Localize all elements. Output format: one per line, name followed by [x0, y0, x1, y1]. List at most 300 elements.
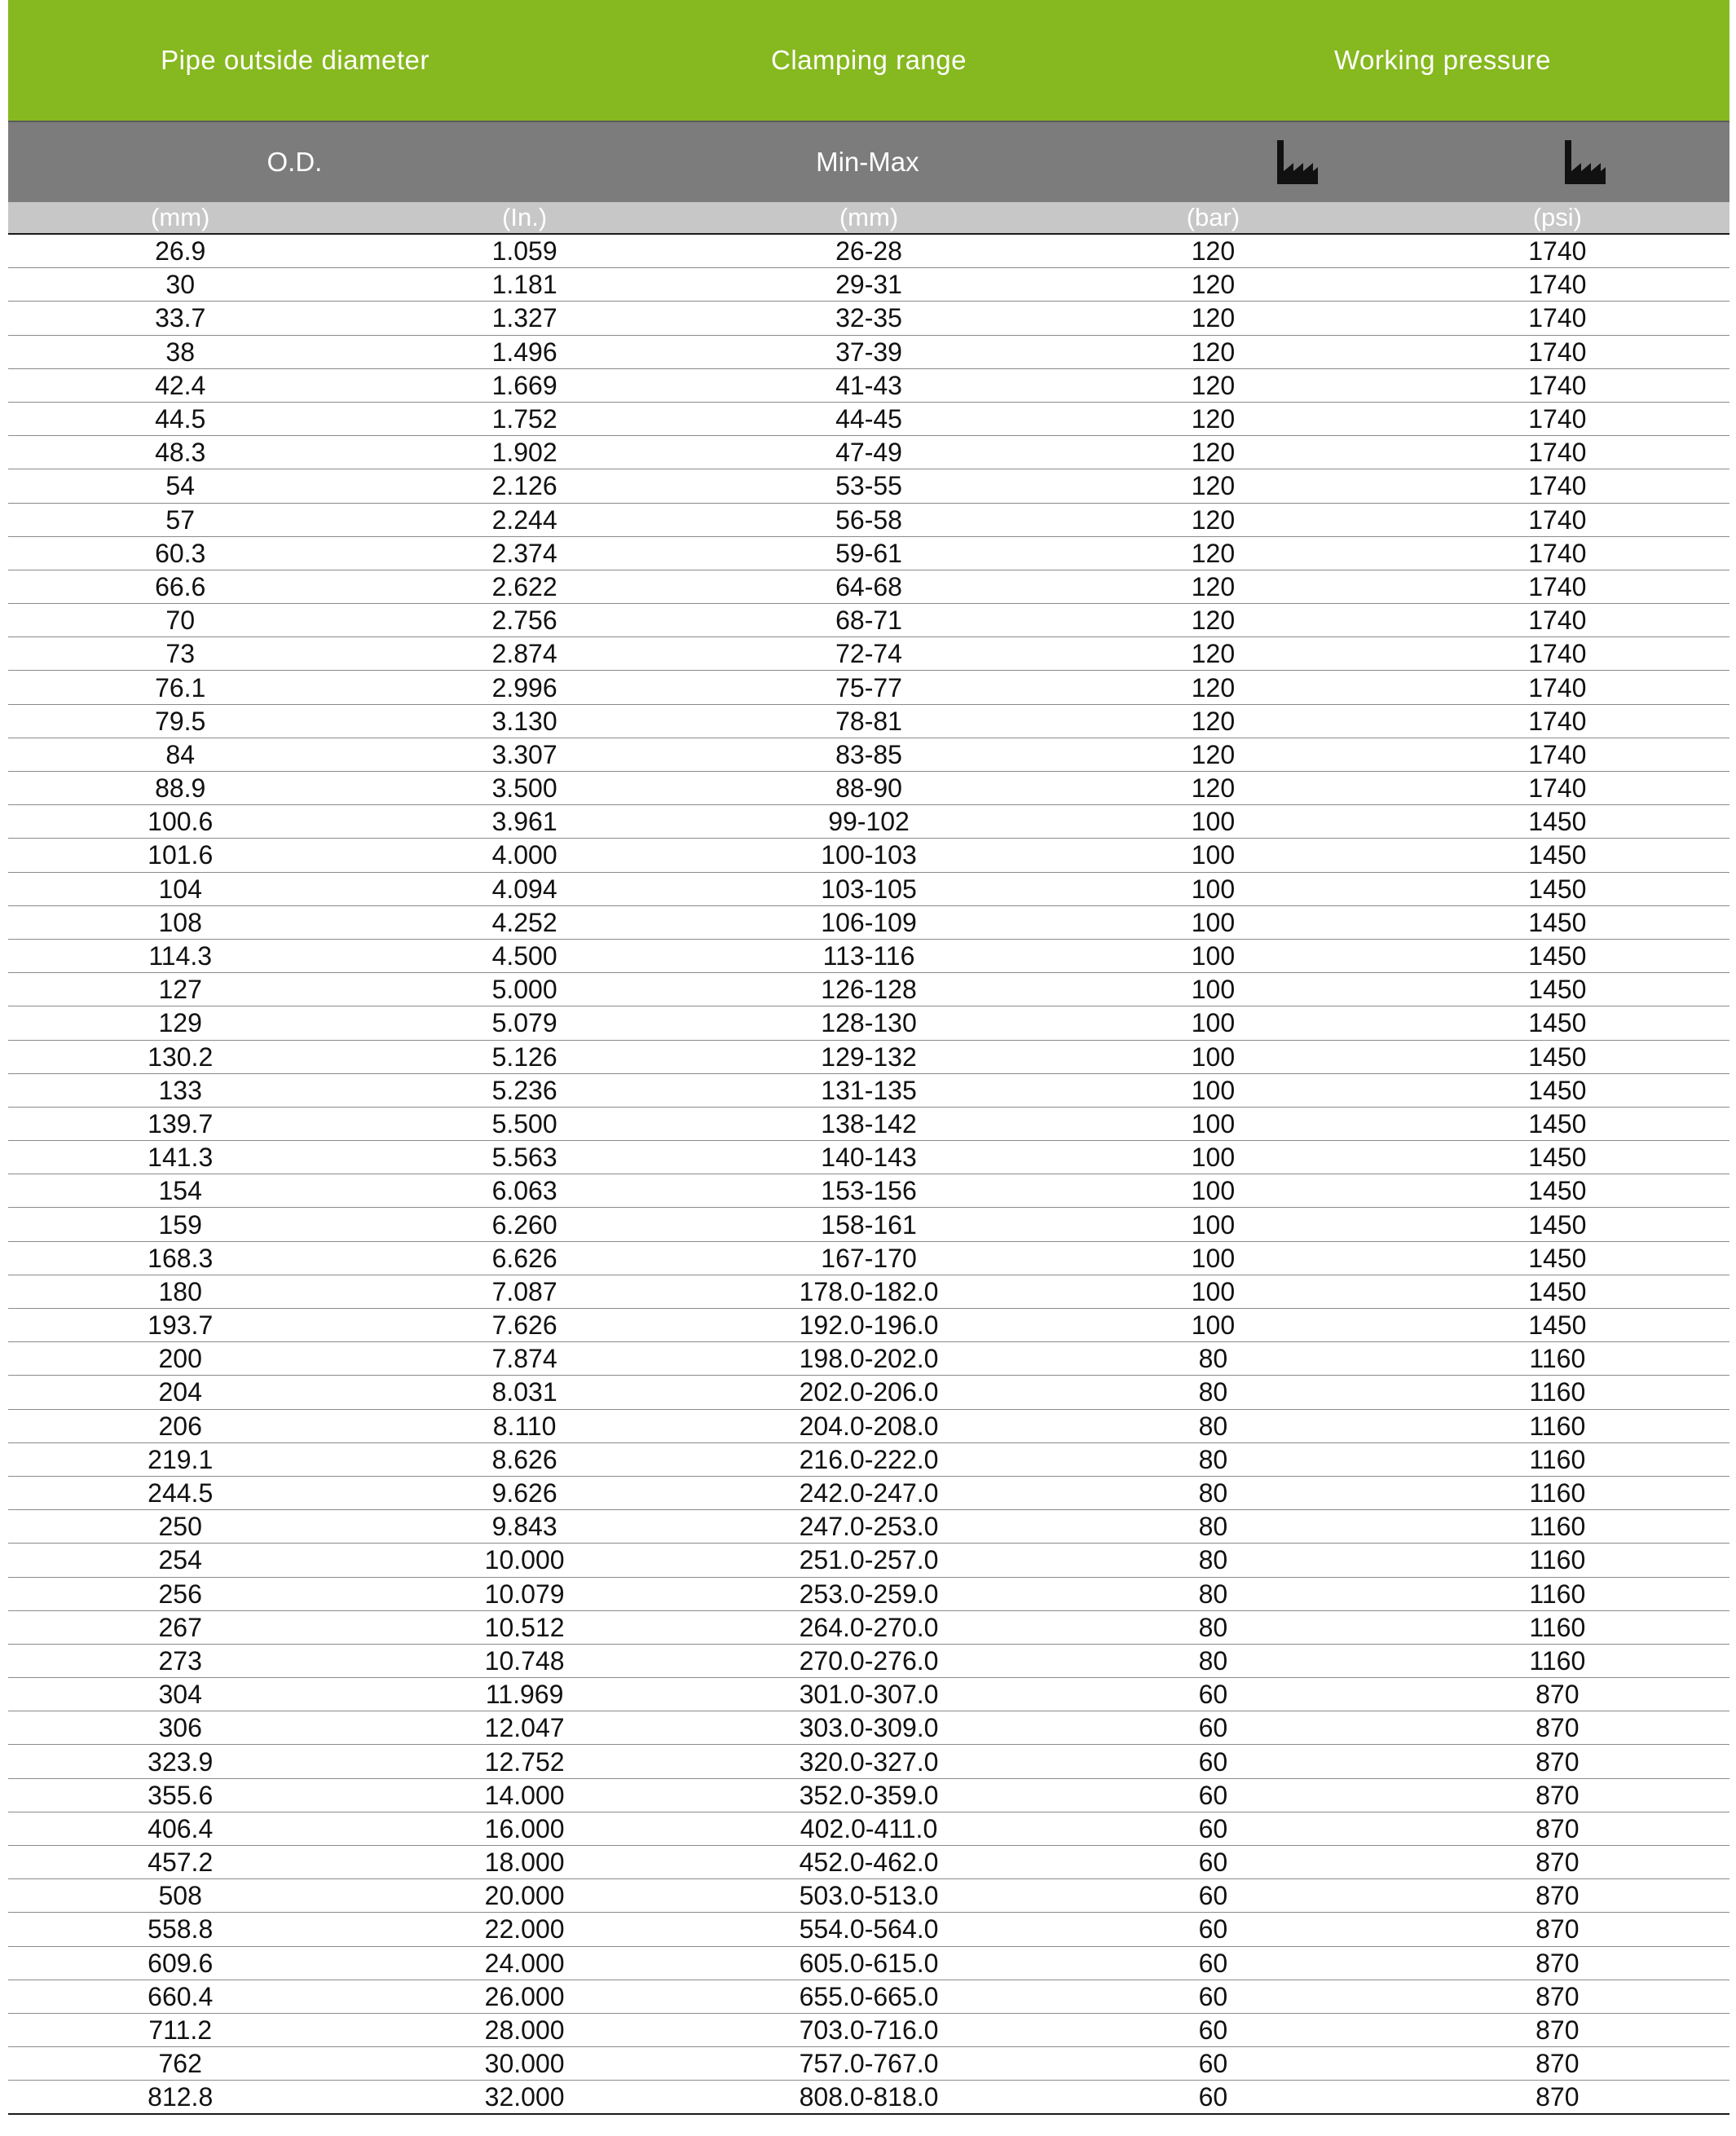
table-row — [8, 1879, 1729, 1913]
cell-od-mm: 84 — [165, 739, 195, 769]
cell-od-mm: 38 — [165, 337, 195, 367]
cell-od-mm: 54 — [165, 471, 195, 501]
cell-range-mm: 100-103 — [821, 840, 917, 870]
cell-bar: 100 — [1191, 1108, 1236, 1138]
cell-range-mm: 128-130 — [821, 1008, 917, 1038]
cell-od-mm: 168.3 — [148, 1243, 214, 1273]
cell-psi: 870 — [1536, 1746, 1580, 1777]
cell-bar: 60 — [1198, 1713, 1228, 1743]
cell-bar: 100 — [1191, 1310, 1236, 1341]
table-row — [8, 2014, 1729, 2047]
cell-od-in: 5.126 — [491, 1042, 557, 1072]
cell-od-in: 7.087 — [491, 1276, 557, 1306]
cell-range-mm: 44-45 — [835, 404, 902, 434]
table-row — [8, 1544, 1729, 1577]
cell-psi: 870 — [1536, 1780, 1580, 1810]
table-row — [8, 469, 1729, 503]
table-row — [8, 1745, 1729, 1778]
cell-psi: 1740 — [1528, 337, 1587, 367]
cell-range-mm: 37-39 — [835, 337, 902, 367]
table-row — [8, 671, 1729, 704]
cell-od-mm: 100.6 — [148, 807, 214, 837]
cell-bar: 80 — [1198, 1645, 1228, 1676]
cell-od-in: 5.563 — [491, 1143, 557, 1173]
cell-range-mm: 153-156 — [821, 1176, 917, 1206]
cell-od-in: 2.622 — [491, 571, 557, 601]
cell-range-mm: 47-49 — [835, 438, 902, 468]
cell-range-mm: 605.0-615.0 — [799, 1948, 939, 1978]
cell-od-in: 10.079 — [484, 1579, 565, 1609]
cell-range-mm: 140-143 — [821, 1143, 917, 1173]
cell-range-mm: 757.0-767.0 — [799, 2049, 939, 2079]
table-row — [8, 1611, 1729, 1645]
cell-psi: 1450 — [1528, 807, 1587, 837]
cell-od-in: 18.000 — [484, 1848, 565, 1878]
cell-od-in: 1.181 — [491, 270, 557, 300]
cell-od-mm: 76.1 — [155, 672, 206, 702]
cell-psi: 1740 — [1528, 639, 1587, 669]
header-working-pressure: Working pressure — [1334, 45, 1551, 75]
cell-od-mm: 139.7 — [148, 1108, 214, 1138]
table-row — [8, 1242, 1729, 1275]
cell-range-mm: 129-132 — [821, 1042, 917, 1072]
cell-bar: 80 — [1198, 1579, 1228, 1609]
cell-od-in: 3.307 — [491, 739, 557, 769]
table-row — [8, 1913, 1729, 1946]
table-row — [8, 1980, 1729, 2014]
cell-bar: 120 — [1191, 773, 1236, 804]
cell-od-mm: 129 — [158, 1008, 202, 1038]
table-row — [8, 1443, 1729, 1477]
table-row — [8, 268, 1729, 302]
table-row — [8, 1074, 1729, 1108]
cell-range-mm: 106-109 — [821, 907, 917, 937]
cell-od-in: 3.130 — [491, 706, 557, 736]
cell-od-in: 2.244 — [491, 504, 557, 535]
cell-range-mm: 29-31 — [835, 270, 902, 300]
cell-psi: 1740 — [1528, 438, 1587, 468]
unit-od-mm: (mm) — [151, 203, 210, 231]
cell-range-mm: 303.0-309.0 — [799, 1713, 939, 1743]
cell-range-mm: 64-68 — [835, 571, 902, 601]
table-row — [8, 637, 1729, 671]
cell-od-in: 30.000 — [484, 2049, 565, 2079]
cell-psi: 1450 — [1528, 1075, 1587, 1105]
table-row — [8, 738, 1729, 772]
cell-od-in: 24.000 — [484, 1948, 565, 1978]
table-row — [8, 772, 1729, 805]
cell-od-mm: 154 — [158, 1176, 202, 1206]
cell-bar: 120 — [1191, 337, 1236, 367]
cell-od-in: 2.996 — [491, 672, 557, 702]
cell-od-in: 10.748 — [484, 1645, 565, 1676]
table-row — [8, 403, 1729, 436]
cell-od-mm: 60.3 — [155, 538, 206, 568]
cell-od-in: 7.626 — [491, 1310, 557, 1341]
cell-bar: 80 — [1198, 1512, 1228, 1542]
cell-bar: 80 — [1198, 1478, 1228, 1508]
cell-psi: 1160 — [1529, 1478, 1586, 1508]
cell-od-mm: 244.5 — [148, 1478, 214, 1508]
cell-range-mm: 103-105 — [821, 874, 917, 904]
cell-od-in: 11.969 — [485, 1680, 564, 1710]
cell-psi: 1160 — [1529, 1512, 1586, 1542]
cell-psi: 870 — [1536, 2015, 1580, 2046]
cell-range-mm: 113-116 — [822, 941, 915, 971]
table-row — [8, 2081, 1729, 2114]
cell-bar: 120 — [1191, 438, 1236, 468]
cell-od-in: 1.669 — [491, 370, 557, 400]
table-row — [8, 1275, 1729, 1309]
cell-od-mm: 812.8 — [148, 2081, 214, 2112]
cell-psi: 1450 — [1528, 1276, 1587, 1306]
cell-od-in: 1.059 — [491, 236, 557, 266]
cell-psi: 1740 — [1528, 571, 1587, 601]
cell-bar: 120 — [1191, 471, 1236, 501]
cell-od-mm: 79.5 — [155, 706, 206, 736]
table-row — [8, 537, 1729, 570]
table-row — [8, 1711, 1729, 1745]
cell-bar: 100 — [1191, 975, 1236, 1005]
cell-psi: 1450 — [1528, 941, 1587, 971]
cell-od-in: 1.496 — [491, 337, 557, 367]
table-row — [8, 1779, 1729, 1812]
cell-range-mm: 247.0-253.0 — [799, 1512, 939, 1542]
cell-bar: 100 — [1191, 1209, 1236, 1240]
table-row — [8, 973, 1729, 1006]
cell-od-mm: 127 — [158, 975, 202, 1005]
cell-od-mm: 256 — [158, 1579, 202, 1609]
cell-psi: 1450 — [1528, 1108, 1587, 1138]
cell-psi: 870 — [1536, 1914, 1580, 1944]
subheader-min-max: Min-Max — [816, 147, 919, 177]
header-band — [8, 0, 1729, 122]
cell-psi: 1740 — [1528, 739, 1587, 769]
cell-psi: 1160 — [1529, 1444, 1586, 1474]
cell-psi: 1160 — [1529, 1545, 1586, 1575]
cell-bar: 120 — [1191, 606, 1236, 636]
table-row — [8, 1108, 1729, 1141]
cell-od-mm: 48.3 — [155, 438, 206, 468]
cell-od-mm: 457.2 — [148, 1848, 214, 1878]
cell-od-in: 5.236 — [491, 1075, 557, 1105]
table-row — [8, 1678, 1729, 1711]
header-pipe-od: Pipe outside diameter — [161, 45, 430, 75]
cell-range-mm: 138-142 — [821, 1108, 917, 1138]
cell-od-in: 2.756 — [491, 606, 557, 636]
units-band — [8, 202, 1729, 235]
cell-psi: 1740 — [1528, 672, 1587, 702]
cell-od-mm: 30 — [165, 270, 195, 300]
table-row — [8, 570, 1729, 604]
cell-bar: 100 — [1191, 840, 1236, 870]
cell-range-mm: 452.0-462.0 — [799, 1848, 939, 1878]
cell-range-mm: 270.0-276.0 — [799, 1645, 939, 1676]
cell-psi: 1450 — [1528, 975, 1587, 1005]
cell-od-in: 26.000 — [484, 1981, 565, 2011]
table-row — [8, 1006, 1729, 1040]
cell-od-in: 4.500 — [491, 941, 557, 971]
cell-psi: 1740 — [1528, 471, 1587, 501]
cell-bar: 120 — [1191, 370, 1236, 400]
factory-icon — [1154, 139, 1442, 186]
cell-od-mm: 193.7 — [148, 1310, 214, 1341]
table-body — [8, 235, 1729, 2115]
cell-bar: 120 — [1191, 571, 1236, 601]
cell-range-mm: 158-161 — [821, 1209, 917, 1240]
cell-od-in: 12.752 — [484, 1746, 565, 1777]
cell-od-mm: 206 — [158, 1411, 202, 1441]
cell-bar: 60 — [1198, 1680, 1228, 1710]
cell-od-mm: 355.6 — [148, 1780, 214, 1810]
cell-od-in: 4.252 — [491, 907, 557, 937]
cell-psi: 1740 — [1528, 538, 1587, 568]
table-row — [8, 302, 1729, 335]
cell-od-mm: 70 — [165, 606, 195, 636]
cell-od-in: 7.874 — [491, 1344, 557, 1374]
cell-od-in: 9.626 — [491, 1478, 557, 1508]
cell-psi: 1450 — [1528, 1042, 1587, 1072]
cell-psi: 1740 — [1528, 504, 1587, 535]
cell-od-in: 4.000 — [491, 840, 557, 870]
table-row — [8, 1041, 1729, 1074]
cell-psi: 870 — [1536, 1981, 1580, 2011]
cell-od-mm: 304 — [158, 1680, 202, 1710]
cell-psi: 1740 — [1528, 303, 1587, 333]
table-row — [8, 940, 1729, 973]
cell-bar: 100 — [1191, 1176, 1236, 1206]
cell-bar: 120 — [1191, 706, 1236, 736]
table-row — [8, 436, 1729, 469]
cell-psi: 1160 — [1529, 1377, 1586, 1407]
cell-bar: 120 — [1191, 270, 1236, 300]
cell-bar: 100 — [1191, 874, 1236, 904]
cell-od-mm: 180 — [158, 1276, 202, 1306]
cell-range-mm: 53-55 — [835, 471, 902, 501]
cell-range-mm: 242.0-247.0 — [799, 1478, 939, 1508]
cell-od-in: 20.000 — [484, 1881, 565, 1911]
table-row — [8, 906, 1729, 940]
cell-od-mm: 114.3 — [148, 941, 213, 971]
cell-od-in: 28.000 — [484, 2015, 565, 2046]
table-row — [8, 369, 1729, 403]
table-row — [8, 1309, 1729, 1342]
cell-range-mm: 88-90 — [835, 773, 902, 804]
cell-range-mm: 41-43 — [835, 370, 902, 400]
cell-range-mm: 167-170 — [821, 1243, 917, 1273]
cell-psi: 1450 — [1528, 1310, 1587, 1341]
cell-od-mm: 108 — [158, 907, 202, 937]
cell-psi: 1160 — [1529, 1344, 1586, 1374]
cell-bar: 80 — [1198, 1612, 1228, 1642]
cell-bar: 60 — [1198, 1914, 1228, 1944]
cell-od-in: 5.500 — [491, 1108, 557, 1138]
cell-bar: 60 — [1198, 2015, 1228, 2046]
cell-psi: 1160 — [1529, 1612, 1586, 1642]
cell-psi: 1450 — [1528, 1243, 1587, 1273]
cell-bar: 100 — [1191, 1042, 1236, 1072]
cell-od-in: 2.126 — [491, 471, 557, 501]
table-row — [8, 1376, 1729, 1409]
cell-range-mm: 131-135 — [821, 1075, 917, 1105]
table-row — [8, 1947, 1729, 1980]
cell-range-mm: 251.0-257.0 — [799, 1545, 939, 1575]
cell-psi: 870 — [1536, 1881, 1580, 1911]
cell-od-mm: 711.2 — [148, 2015, 213, 2046]
cell-bar: 100 — [1191, 941, 1236, 971]
cell-range-mm: 198.0-202.0 — [799, 1344, 939, 1374]
cell-od-in: 10.000 — [484, 1545, 565, 1575]
cell-od-mm: 141.3 — [148, 1143, 214, 1173]
cell-range-mm: 808.0-818.0 — [799, 2081, 939, 2112]
cell-bar: 120 — [1191, 236, 1236, 266]
cell-od-in: 1.752 — [491, 404, 557, 434]
cell-range-mm: 402.0-411.0 — [800, 1813, 938, 1843]
cell-range-mm: 655.0-665.0 — [799, 1981, 939, 2011]
table-row — [8, 504, 1729, 537]
cell-bar: 100 — [1191, 1143, 1236, 1173]
cell-bar: 120 — [1191, 672, 1236, 702]
cell-od-mm: 42.4 — [155, 370, 206, 400]
unit-range-mm: (mm) — [839, 203, 899, 231]
cell-bar: 80 — [1198, 1545, 1228, 1575]
cell-bar: 60 — [1198, 1813, 1228, 1843]
table-row — [8, 1410, 1729, 1443]
cell-psi: 870 — [1536, 1948, 1580, 1978]
cell-bar: 100 — [1191, 907, 1236, 937]
cell-bar: 100 — [1191, 1243, 1236, 1273]
cell-od-in: 8.626 — [491, 1444, 557, 1474]
table-row — [8, 235, 1729, 268]
table-row — [8, 1342, 1729, 1376]
cell-bar: 120 — [1191, 303, 1236, 333]
cell-psi: 1740 — [1528, 706, 1587, 736]
cell-psi: 1740 — [1528, 404, 1587, 434]
cell-od-mm: 88.9 — [155, 773, 206, 804]
cell-range-mm: 503.0-513.0 — [799, 1881, 939, 1911]
cell-od-mm: 44.5 — [155, 404, 206, 434]
cell-od-mm: 558.8 — [148, 1914, 214, 1944]
cell-od-in: 22.000 — [484, 1914, 565, 1944]
cell-od-mm: 219.1 — [148, 1444, 214, 1474]
cell-psi: 1740 — [1528, 370, 1587, 400]
cell-bar: 100 — [1191, 807, 1236, 837]
cell-psi: 1160 — [1529, 1411, 1586, 1441]
cell-od-mm: 159 — [158, 1209, 202, 1240]
cell-od-mm: 273 — [158, 1645, 202, 1676]
cell-range-mm: 202.0-206.0 — [799, 1377, 939, 1407]
table-row — [8, 1645, 1729, 1678]
factory-icon — [1442, 139, 1729, 186]
cell-bar: 120 — [1191, 404, 1236, 434]
spec-table — [8, 0, 1729, 2115]
cell-range-mm: 126-128 — [821, 975, 917, 1005]
cell-od-mm: 406.4 — [148, 1813, 214, 1843]
cell-od-mm: 66.6 — [155, 571, 206, 601]
cell-psi: 1740 — [1528, 773, 1587, 804]
cell-bar: 60 — [1198, 1746, 1228, 1777]
cell-bar: 60 — [1198, 1981, 1228, 2011]
cell-psi: 1160 — [1529, 1645, 1586, 1676]
cell-bar: 80 — [1198, 1444, 1228, 1474]
cell-range-mm: 59-61 — [835, 538, 902, 568]
cell-od-in: 5.079 — [491, 1008, 557, 1038]
unit-od-in: (In.) — [502, 203, 548, 231]
cell-od-mm: 660.4 — [148, 1981, 214, 2011]
table-row — [8, 1141, 1729, 1174]
cell-psi: 1740 — [1528, 236, 1587, 266]
cell-od-mm: 306 — [158, 1713, 202, 1743]
cell-range-mm: 703.0-716.0 — [799, 2015, 939, 2046]
cell-range-mm: 264.0-270.0 — [799, 1612, 939, 1642]
cell-range-mm: 75-77 — [835, 672, 902, 702]
table-row — [8, 1477, 1729, 1510]
cell-bar: 60 — [1198, 2081, 1228, 2112]
cell-od-in: 2.374 — [491, 538, 557, 568]
table-row — [8, 1846, 1729, 1879]
cell-od-mm: 267 — [158, 1612, 202, 1642]
cell-bar: 60 — [1198, 1780, 1228, 1810]
unit-pressure-bar: (bar) — [1186, 203, 1240, 231]
subheader-band — [8, 122, 1729, 202]
cell-range-mm: 68-71 — [835, 606, 902, 636]
cell-range-mm: 204.0-208.0 — [799, 1411, 939, 1441]
cell-od-mm: 508 — [158, 1881, 202, 1911]
cell-bar: 120 — [1191, 739, 1236, 769]
cell-od-mm: 101.6 — [148, 840, 214, 870]
table-row — [8, 1578, 1729, 1611]
table-row — [8, 2047, 1729, 2081]
cell-od-mm: 130.2 — [148, 1042, 214, 1072]
cell-od-mm: 104 — [158, 874, 202, 904]
cell-od-mm: 200 — [158, 1344, 202, 1374]
cell-bar: 60 — [1198, 2049, 1228, 2079]
cell-od-in: 3.961 — [491, 807, 557, 837]
table-row — [8, 1812, 1729, 1846]
cell-bar: 100 — [1191, 1008, 1236, 1038]
cell-od-mm: 250 — [158, 1512, 202, 1542]
cell-od-mm: 762 — [158, 2049, 202, 2079]
cell-od-in: 8.031 — [491, 1377, 557, 1407]
cell-bar: 60 — [1198, 1848, 1228, 1878]
cell-psi: 870 — [1536, 2049, 1580, 2079]
cell-range-mm: 72-74 — [835, 639, 902, 669]
cell-bar: 80 — [1198, 1411, 1228, 1441]
cell-psi: 870 — [1536, 2081, 1580, 2112]
table-row — [8, 705, 1729, 738]
cell-bar: 80 — [1198, 1377, 1228, 1407]
table-row — [8, 873, 1729, 906]
cell-psi: 1450 — [1528, 1176, 1587, 1206]
table-row — [8, 1208, 1729, 1241]
cell-od-in: 9.843 — [491, 1512, 557, 1542]
cell-od-in: 6.626 — [491, 1243, 557, 1273]
cell-od-in: 14.000 — [484, 1780, 565, 1810]
cell-psi: 1740 — [1528, 270, 1587, 300]
cell-od-mm: 26.9 — [155, 236, 206, 266]
cell-od-in: 1.902 — [491, 438, 557, 468]
cell-range-mm: 83-85 — [835, 739, 902, 769]
table-row — [8, 805, 1729, 839]
cell-od-in: 3.500 — [491, 773, 557, 804]
cell-od-in: 6.063 — [491, 1176, 557, 1206]
cell-od-mm: 323.9 — [148, 1746, 214, 1777]
cell-psi: 1160 — [1529, 1579, 1586, 1609]
cell-od-mm: 254 — [158, 1545, 202, 1575]
cell-bar: 100 — [1191, 1276, 1236, 1306]
table-row — [8, 604, 1729, 637]
cell-psi: 870 — [1536, 1813, 1580, 1843]
